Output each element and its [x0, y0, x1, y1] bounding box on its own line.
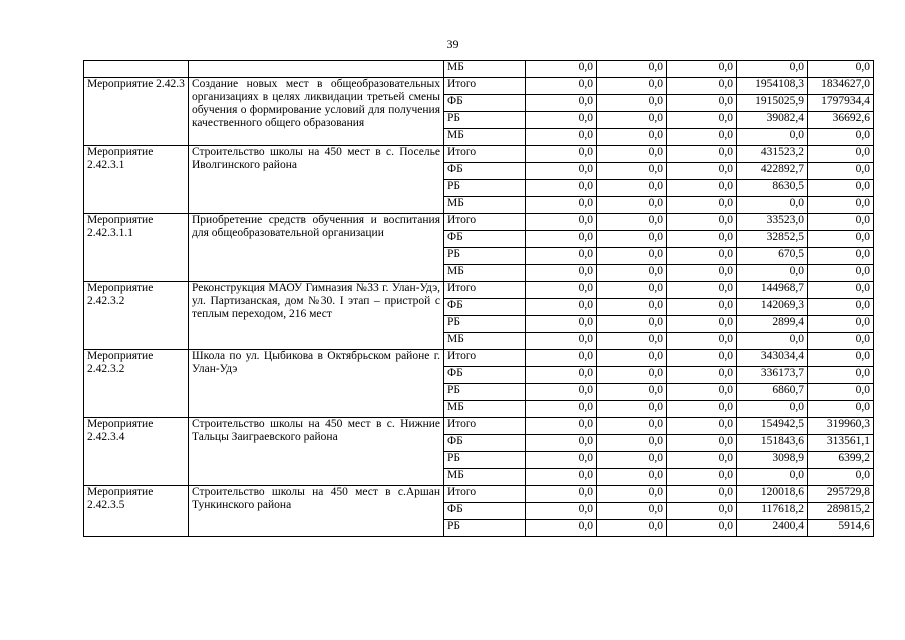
funding-source-cell: РБ: [444, 384, 526, 401]
value-cell: 0,0: [667, 503, 737, 520]
budget-table: [83, 60, 874, 537]
value-cell: 0,0: [808, 129, 874, 146]
value-cell: 0,0: [808, 231, 874, 248]
value-cell: 0,0: [526, 401, 597, 418]
funding-source-cell: Итого: [444, 214, 526, 231]
value-cell: 0,0: [737, 469, 808, 486]
value-cell: 0,0: [737, 61, 808, 78]
funding-source-cell: ФБ: [444, 95, 526, 112]
value-cell: 0,0: [808, 248, 874, 265]
value-cell: 2899,4: [737, 316, 808, 333]
description-cell: Строительство школы на 450 мест в с. Нижние Тальцы Заиграевского района: [189, 418, 444, 486]
value-cell: 0,0: [808, 384, 874, 401]
value-cell: 0,0: [526, 333, 597, 350]
value-cell: 319960,3: [808, 418, 874, 435]
table-row: [84, 214, 874, 231]
funding-source-cell: ФБ: [444, 503, 526, 520]
activity-cell: Мероприятие 2.42.3.5: [84, 486, 189, 537]
value-cell: 0,0: [597, 95, 667, 112]
value-cell: 0,0: [667, 299, 737, 316]
value-cell: 1797934,4: [808, 95, 874, 112]
value-cell: 336173,7: [737, 367, 808, 384]
value-cell: 0,0: [667, 163, 737, 180]
description-cell: Реконструкция МАОУ Гимназия №33 г. Улан-Удэ, ул. Партизанская, дом №30. I этап – пристрой с теплым переходом, 216 мест: [189, 282, 444, 350]
funding-source-cell: МБ: [444, 265, 526, 282]
value-cell: 0,0: [808, 350, 874, 367]
value-cell: 0,0: [737, 401, 808, 418]
value-cell: 0,0: [597, 520, 667, 537]
value-cell: 0,0: [526, 299, 597, 316]
value-cell: 0,0: [597, 316, 667, 333]
value-cell: 32852,5: [737, 231, 808, 248]
value-cell: 0,0: [597, 197, 667, 214]
value-cell: 6860,7: [737, 384, 808, 401]
value-cell: 0,0: [597, 282, 667, 299]
value-cell: 0,0: [597, 78, 667, 95]
value-cell: 0,0: [526, 316, 597, 333]
value-cell: 0,0: [597, 248, 667, 265]
funding-source-cell: Итого: [444, 282, 526, 299]
value-cell: 0,0: [667, 520, 737, 537]
value-cell: 0,0: [667, 112, 737, 129]
value-cell: 0,0: [808, 401, 874, 418]
value-cell: 0,0: [526, 78, 597, 95]
value-cell: 0,0: [808, 265, 874, 282]
table-row: [84, 282, 874, 299]
value-cell: 0,0: [667, 384, 737, 401]
value-cell: 0,0: [667, 435, 737, 452]
funding-source-cell: РБ: [444, 112, 526, 129]
value-cell: 0,0: [808, 146, 874, 163]
value-cell: 0,0: [667, 316, 737, 333]
value-cell: 0,0: [526, 214, 597, 231]
value-cell: 33523,0: [737, 214, 808, 231]
value-cell: 0,0: [808, 469, 874, 486]
activity-cell: [84, 61, 189, 78]
value-cell: 0,0: [808, 299, 874, 316]
value-cell: 343034,4: [737, 350, 808, 367]
value-cell: 0,0: [808, 333, 874, 350]
value-cell: 2400,4: [737, 520, 808, 537]
value-cell: 0,0: [597, 299, 667, 316]
value-cell: 3098,9: [737, 452, 808, 469]
description-cell: [189, 61, 444, 78]
value-cell: 0,0: [667, 452, 737, 469]
funding-source-cell: ФБ: [444, 367, 526, 384]
value-cell: 313561,1: [808, 435, 874, 452]
value-cell: 0,0: [597, 333, 667, 350]
value-cell: 6399,2: [808, 452, 874, 469]
value-cell: 0,0: [737, 197, 808, 214]
value-cell: 0,0: [667, 146, 737, 163]
value-cell: 0,0: [737, 265, 808, 282]
value-cell: 0,0: [808, 197, 874, 214]
value-cell: 0,0: [667, 333, 737, 350]
value-cell: 0,0: [597, 112, 667, 129]
value-cell: 0,0: [597, 435, 667, 452]
value-cell: 0,0: [526, 265, 597, 282]
value-cell: 0,0: [808, 61, 874, 78]
funding-source-cell: РБ: [444, 248, 526, 265]
funding-source-cell: ФБ: [444, 435, 526, 452]
value-cell: 0,0: [667, 265, 737, 282]
description-cell: Строительство школы на 450 мест в с. Поселье Иволгинского района: [189, 146, 444, 214]
value-cell: 0,0: [526, 520, 597, 537]
value-cell: 0,0: [526, 248, 597, 265]
value-cell: 0,0: [597, 401, 667, 418]
description-cell: Приобретение средств обученния и воспитания для общеобразовательной организации: [189, 214, 444, 282]
value-cell: 0,0: [597, 384, 667, 401]
value-cell: 422892,7: [737, 163, 808, 180]
value-cell: 5914,6: [808, 520, 874, 537]
value-cell: 0,0: [667, 95, 737, 112]
value-cell: 151843,6: [737, 435, 808, 452]
table-row: [84, 418, 874, 435]
value-cell: 0,0: [526, 112, 597, 129]
value-cell: 8630,5: [737, 180, 808, 197]
value-cell: 0,0: [667, 61, 737, 78]
table-row: [84, 146, 874, 163]
funding-source-cell: РБ: [444, 180, 526, 197]
value-cell: 0,0: [526, 129, 597, 146]
value-cell: 0,0: [526, 231, 597, 248]
funding-source-cell: МБ: [444, 401, 526, 418]
value-cell: 0,0: [597, 452, 667, 469]
value-cell: 0,0: [808, 180, 874, 197]
value-cell: 0,0: [667, 350, 737, 367]
funding-source-cell: РБ: [444, 316, 526, 333]
value-cell: 0,0: [667, 180, 737, 197]
value-cell: 36692,6: [808, 112, 874, 129]
activity-cell: Мероприятие 2.42.3.4: [84, 418, 189, 486]
budget-table-body: [84, 61, 874, 537]
funding-source-cell: МБ: [444, 61, 526, 78]
value-cell: 0,0: [526, 469, 597, 486]
funding-source-cell: Итого: [444, 350, 526, 367]
value-cell: 0,0: [667, 282, 737, 299]
value-cell: 0,0: [808, 316, 874, 333]
value-cell: 0,0: [667, 418, 737, 435]
value-cell: 431523,2: [737, 146, 808, 163]
value-cell: 0,0: [808, 214, 874, 231]
value-cell: 0,0: [737, 333, 808, 350]
value-cell: 0,0: [526, 350, 597, 367]
funding-source-cell: МБ: [444, 469, 526, 486]
value-cell: 0,0: [597, 61, 667, 78]
value-cell: 0,0: [667, 129, 737, 146]
funding-source-cell: Итого: [444, 78, 526, 95]
value-cell: 0,0: [597, 503, 667, 520]
value-cell: 0,0: [526, 95, 597, 112]
value-cell: 0,0: [526, 384, 597, 401]
value-cell: 0,0: [597, 418, 667, 435]
value-cell: 0,0: [597, 180, 667, 197]
value-cell: 0,0: [597, 163, 667, 180]
funding-source-cell: ФБ: [444, 299, 526, 316]
value-cell: 39082,4: [737, 112, 808, 129]
value-cell: 0,0: [597, 486, 667, 503]
value-cell: 0,0: [667, 231, 737, 248]
value-cell: 0,0: [808, 367, 874, 384]
table-row: [84, 61, 874, 78]
description-cell: Строительство школы на 450 мест в с.Аршан Тункинского района: [189, 486, 444, 537]
funding-source-cell: МБ: [444, 197, 526, 214]
value-cell: 0,0: [526, 282, 597, 299]
value-cell: 0,0: [667, 469, 737, 486]
value-cell: 670,5: [737, 248, 808, 265]
value-cell: 0,0: [737, 129, 808, 146]
value-cell: 0,0: [526, 367, 597, 384]
value-cell: 0,0: [526, 452, 597, 469]
funding-source-cell: МБ: [444, 129, 526, 146]
value-cell: 0,0: [526, 197, 597, 214]
value-cell: 0,0: [526, 486, 597, 503]
value-cell: 0,0: [597, 129, 667, 146]
funding-source-cell: Итого: [444, 146, 526, 163]
activity-cell: Мероприятие 2.42.3: [84, 78, 189, 146]
value-cell: 0,0: [526, 418, 597, 435]
value-cell: 0,0: [808, 282, 874, 299]
value-cell: 1834627,0: [808, 78, 874, 95]
value-cell: 0,0: [597, 469, 667, 486]
funding-source-cell: РБ: [444, 452, 526, 469]
funding-source-cell: Итого: [444, 486, 526, 503]
activity-cell: Мероприятие 2.42.3.1.1: [84, 214, 189, 282]
value-cell: 0,0: [526, 163, 597, 180]
activity-cell: Мероприятие 2.42.3.2: [84, 350, 189, 418]
value-cell: 0,0: [667, 367, 737, 384]
funding-source-cell: Итого: [444, 418, 526, 435]
value-cell: 0,0: [597, 231, 667, 248]
value-cell: 0,0: [808, 163, 874, 180]
value-cell: 117618,2: [737, 503, 808, 520]
value-cell: 142069,3: [737, 299, 808, 316]
description-cell: Создание новых мест в общеобразовательных организациях в целях ликвидации третьей смены обучения о формирование условий для получения качественного общего образования: [189, 78, 444, 146]
value-cell: 0,0: [667, 486, 737, 503]
value-cell: 0,0: [526, 61, 597, 78]
value-cell: 0,0: [667, 401, 737, 418]
page-number: 39: [446, 37, 459, 51]
value-cell: 0,0: [526, 435, 597, 452]
value-cell: 0,0: [667, 248, 737, 265]
value-cell: 1954108,3: [737, 78, 808, 95]
value-cell: 0,0: [597, 214, 667, 231]
value-cell: 0,0: [667, 214, 737, 231]
table-row: [84, 78, 874, 95]
description-cell: Школа по ул. Цыбикова в Октябрьском районе г. Улан-Удэ: [189, 350, 444, 418]
value-cell: 154942,5: [737, 418, 808, 435]
value-cell: 0,0: [526, 503, 597, 520]
table-row: [84, 486, 874, 503]
value-cell: 0,0: [526, 180, 597, 197]
value-cell: 289815,2: [808, 503, 874, 520]
value-cell: 1915025,9: [737, 95, 808, 112]
value-cell: 120018,6: [737, 486, 808, 503]
funding-source-cell: ФБ: [444, 231, 526, 248]
activity-cell: Мероприятие 2.42.3.1: [84, 146, 189, 214]
value-cell: 0,0: [667, 197, 737, 214]
value-cell: 0,0: [526, 146, 597, 163]
value-cell: 0,0: [597, 367, 667, 384]
value-cell: 0,0: [597, 350, 667, 367]
value-cell: 0,0: [597, 265, 667, 282]
value-cell: 0,0: [597, 146, 667, 163]
table-row: [84, 350, 874, 367]
funding-source-cell: РБ: [444, 520, 526, 537]
funding-source-cell: ФБ: [444, 163, 526, 180]
value-cell: 144968,7: [737, 282, 808, 299]
activity-cell: Мероприятие 2.42.3.2: [84, 282, 189, 350]
value-cell: 0,0: [667, 78, 737, 95]
funding-source-cell: МБ: [444, 333, 526, 350]
value-cell: 295729,8: [808, 486, 874, 503]
